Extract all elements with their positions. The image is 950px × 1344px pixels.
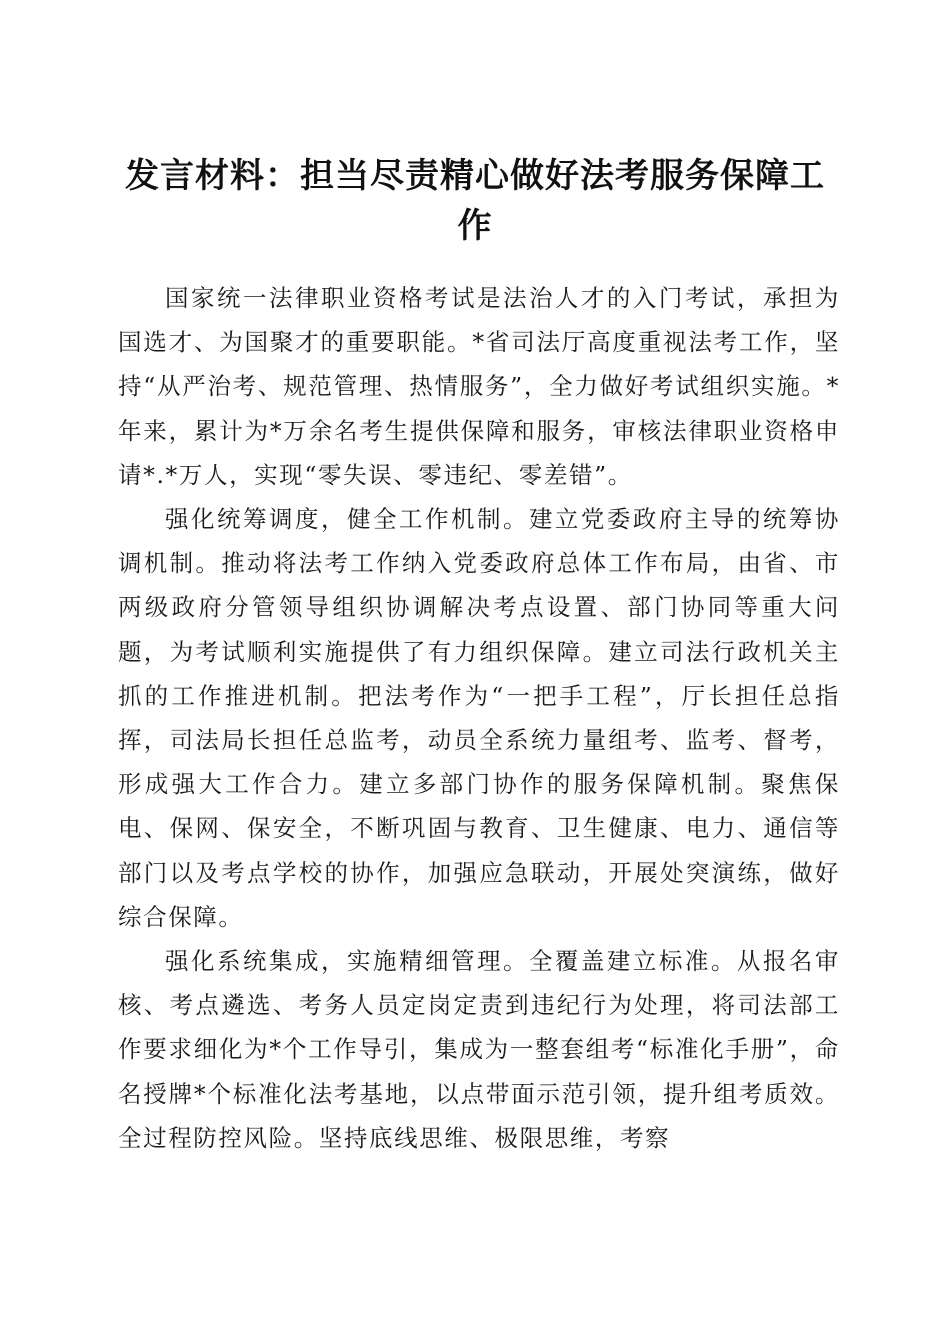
document-body [118,276,840,1160]
paragraph-management: 强化系统集成，实施精细管理。全覆盖建立标准。从报名审核、考点遴选、考务人员定岗定责到违纪行为处理，将司法部工作要求细化为*个工作导引，集成为一整套组考“标准化手册”，命名授牌*个标准化法考基地，以点带面示范引领，提升组考质效。全过程防控风险。坚持底线思维、极限思维，考察 [118,947,840,1152]
document-title: 发言材料：担当尽责精心做好法考服务保障工作 [125,155,825,246]
paragraph-intro: 国家统一法律职业资格考试是法治人才的入门考试，承担为国选才、为国聚才的重要职能。*省司法厅高度重视法考工作，坚持“从严治考、规范管理、热情服务”，全力做好考试组织实施。*年来，累计为*万余名考生提供保障和服务，审核法律职业资格申请*.*万人，实现“零失误、零违纪、零差错”。 [118,284,840,489]
paragraph-coordination: 强化统筹调度，健全工作机制。建立党委政府主导的统筹协调机制。推动将法考工作纳入党委政府总体工作布局，由省、市两级政府分管领导组织协调解决考点设置、部门协同等重大问题，为考试顺利实施提供了有力组织保障。建立司法行政机关主抓的工作推进机制。把法考作为“一把手工程”，厅长担任总指挥，司法局长担任总监考，动员全系统力量组考、监考、督考，形成强大工作合力。建立多部门协作的服务保障机制。聚焦保电、保网、保安全，不断巩固与教育、卫生健康、电力、通信等部门以及考点学校的协作，加强应急联动，开展处突演练，做好综合保障。 [118,505,840,931]
